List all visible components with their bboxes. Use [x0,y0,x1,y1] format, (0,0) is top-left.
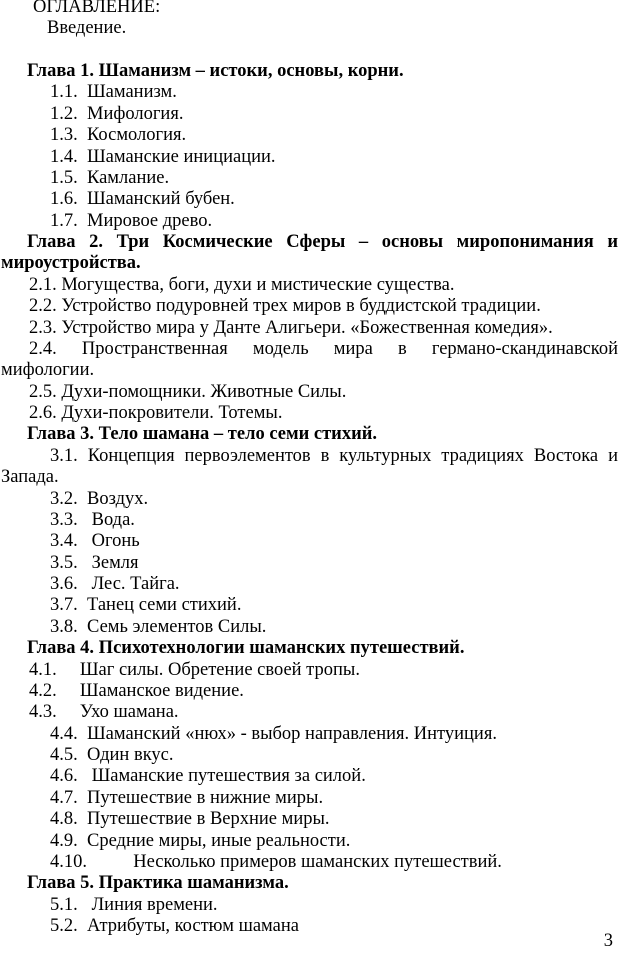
toc-entry: 3.3. Вода. [50,509,135,530]
toc-entry-continuation: Запада. [1,467,59,488]
chapter-heading: Глава 3. Тело шамана – тело семи стихий. [27,424,378,445]
toc-entry: 4.10. Несколько примеров шаманских путешествий. [50,851,502,872]
page-number: 3 [603,930,613,951]
toc-entry: 2.4. Пространственная модель мира в германо-скандинавской [29,338,618,359]
toc-entry: 4.7. Путешествие в нижние миры. [50,787,324,808]
toc-entry: 4.1. Шаг силы. Обретение своей тропы. [29,659,360,680]
toc-entry: 1.6. Шаманский бубен. [50,189,235,210]
toc-entry: 5.2. Атрибуты, костюм шамана [50,916,299,937]
toc-entry-continuation: мифологии. [1,360,95,381]
toc-entry: 3.8. Семь элементов Силы. [50,616,267,637]
toc-entry: 3.6. Лес. Тайга. [50,574,180,595]
toc-entry: 2.2. Устройство подуровней трех миров в буддистской традиции. [29,296,541,317]
toc-entry: 3.4. Огонь [50,531,140,552]
toc-entry: 1.7. Мировое древо. [50,210,213,231]
toc-entry: 2.6. Духи-покровители. Тотемы. [29,403,283,424]
toc-entry: 2.1. Могущества, боги, духи и мистические существа. [29,274,455,295]
chapter-heading: Глава 4. Психотехнологии шаманских путешествий. [27,638,465,659]
toc-entry: 4.8. Путешествие в Верхние миры. [50,809,330,830]
toc-entry: 5.1. Линия времени. [50,894,218,915]
chapter-heading: Глава 2. Три Космические Сферы – основы миропонимания и [27,232,618,253]
toc-entry: 3.5. Земля [50,552,139,573]
toc-entry-continuation: мироустройства. [1,253,141,274]
toc-entry: 1.3. Космология. [50,125,187,146]
toc-title: ОГЛАВЛЕНИЕ: [33,0,161,17]
toc-entry: 4.6. Шаманские путешествия за силой. [50,766,366,787]
toc-entry: 1.4. Шаманские инициации. [50,146,276,167]
toc-blank-line [0,40,620,61]
toc-entry: 2.3. Устройство мира у Данте Алигьери. «Божественная комедия». [29,317,553,338]
toc-entry: 1.1. Шаманизм. [50,82,177,103]
toc-entry: 4.2. Шаманское видение. [29,680,244,701]
toc-entry: 3.1. Концепция первоэлементов в культурных традициях Востока и [50,445,618,466]
toc-entry: 4.5. Один вкус. [50,745,174,766]
chapter-heading: Глава 5. Практика шаманизма. [27,873,289,894]
toc-entry: 3.2. Воздух. [50,488,149,509]
toc-entry: 4.9. Средние миры, иные реальности. [50,830,351,851]
toc-intro-entry: Введение. [47,18,127,39]
toc-entry: 2.5. Духи-помощники. Животные Силы. [29,381,347,402]
toc-entry: 3.7. Танец семи стихий. [50,595,242,616]
chapter-heading: Глава 1. Шаманизм – истоки, основы, корни. [27,61,404,82]
toc-entry: 4.3. Ухо шамана. [29,702,179,723]
toc-entry: 1.2. Мифология. [50,103,184,124]
toc-entry: 1.5. Камлание. [50,167,170,188]
toc-entry: 4.4. Шаманский «нюх» - выбор направления. Интуиция. [50,723,497,744]
